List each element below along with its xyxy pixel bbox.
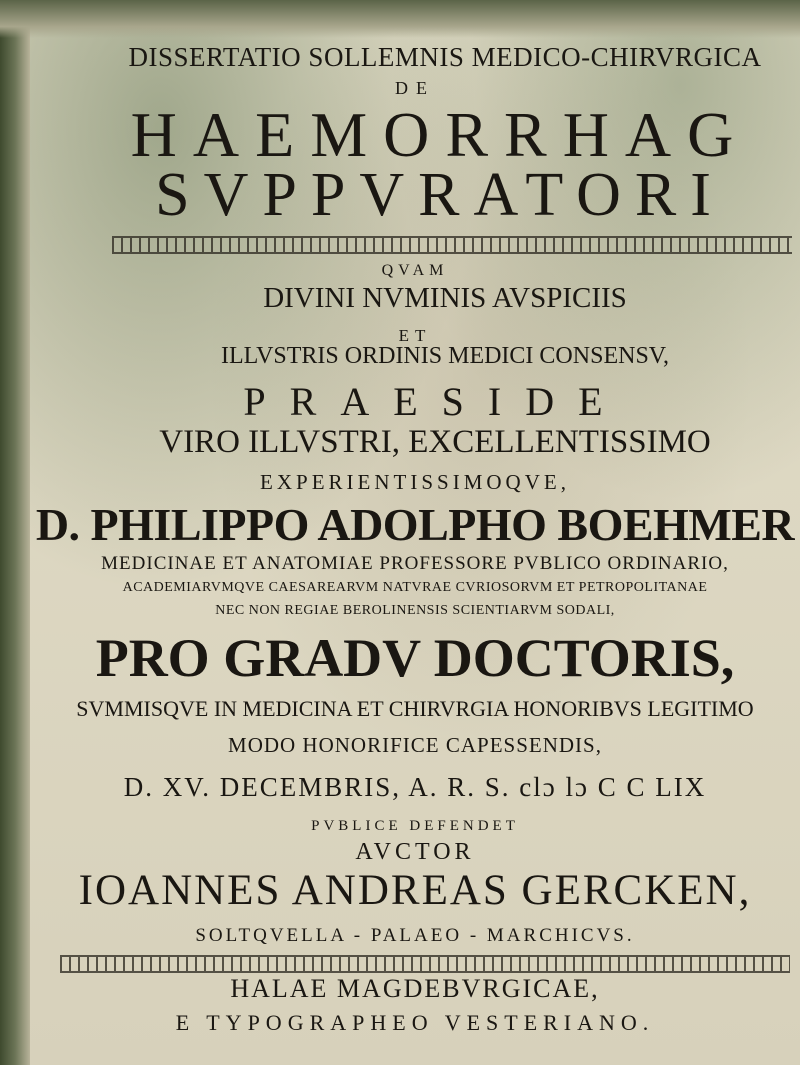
text-pro-gradv-doctoris: PRO GRADV DOCTORIS, [95,628,735,688]
text-viro-illvstri: VIRO ILLVSTRI, EXCELLENTISSIMO [159,424,711,460]
text-et: ET [398,326,432,345]
text-qvam: QVAM [381,262,449,279]
text-professore: MEDICINAE ET ANATOMIAE PROFESSORE PVBLICO ORDINARIO, [101,553,729,574]
ornament-rule-top [112,236,792,254]
praeses-name: D. PHILIPPO ADOLPHO BOEHMER [35,499,795,550]
text-pvblice-defendet: PVBLICE DEFENDET [311,818,519,834]
text-imprint-printer: E TYPOGRAPHEO VESTERIANO. [175,1010,655,1035]
text-avctor: AVCTOR [355,839,475,865]
heading-dissertatio: DISSERTATIO SOLLEMNIS MEDICO-CHIRVRGICA [128,42,762,72]
text-modo-honorifice: MODO HONORIFICE CAPESSENDIS, [228,733,602,757]
heading-de: DE [395,78,435,98]
text-illvstris-ordinis: ILLVSTRIS ORDINIS MEDICI CONSENSV, [220,343,670,369]
page-edge-top [0,0,800,38]
title-haemorrhag: HAEMORRHAG [130,99,750,170]
ornament-rule-bottom [60,955,790,973]
text-date: D. XV. DECEMBRIS, A. R. S. clɔ lɔ C C LIX [123,772,707,802]
text-imprint-place: HALAE MAGDEBVRGICAE, [230,974,600,1003]
page-edge-left [0,0,30,1065]
text-soltqvella: SOLTQVELLA - PALAEO - MARCHICVS. [195,925,635,946]
title-svppvratori: SVPPVRATORI [155,161,725,229]
text-svmmisqve: SVMMISQVE IN MEDICINA ET CHIRVRGIA HONORIBVS LEGITIMO [76,696,754,721]
text-divini-nvminis: DIVINI NVMINIS AVSPICIIS [263,282,627,314]
author-name: IOANNES ANDREAS GERCKEN, [78,867,752,914]
text-experientissimoqve: EXPERIENTISSIMOQVE, [260,470,570,494]
text-regiae-berolinensis: NEC NON REGIAE BEROLINENSIS SCIENTIARVM SODALI, [215,603,615,618]
text-academiarvm: ACADEMIARVMQVE CAESAREARVM NATVRAE CVRIOSORVM ET PETROPOLITANAE [122,580,708,595]
text-praeside: PRAESIDE [243,379,627,424]
